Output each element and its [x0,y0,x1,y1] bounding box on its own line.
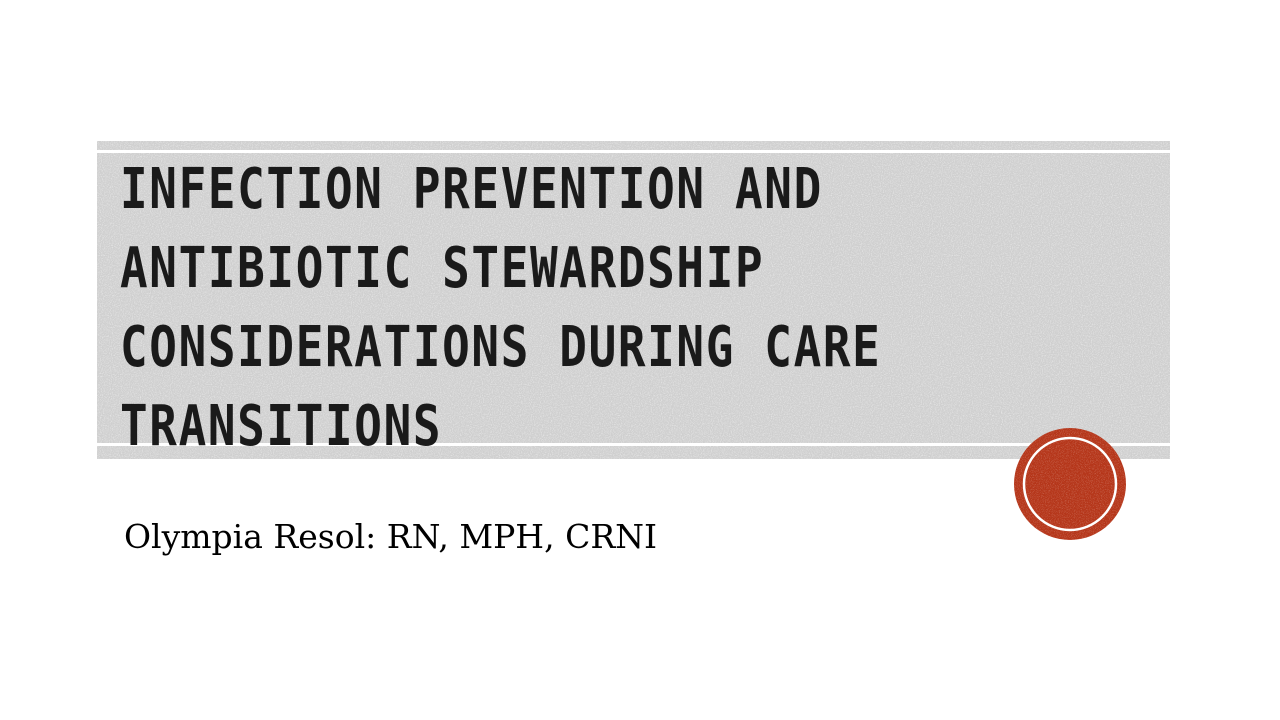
slide-title: INFECTION PREVENTION AND ANTIBIOTIC STEWARDSHIP CONSIDERATIONS DURING CARE TRANSITIONS [120,157,882,459]
red-circle-icon [1013,427,1127,541]
presenter-name: Olympia Resol: RN, MPH, CRNI [124,517,658,556]
